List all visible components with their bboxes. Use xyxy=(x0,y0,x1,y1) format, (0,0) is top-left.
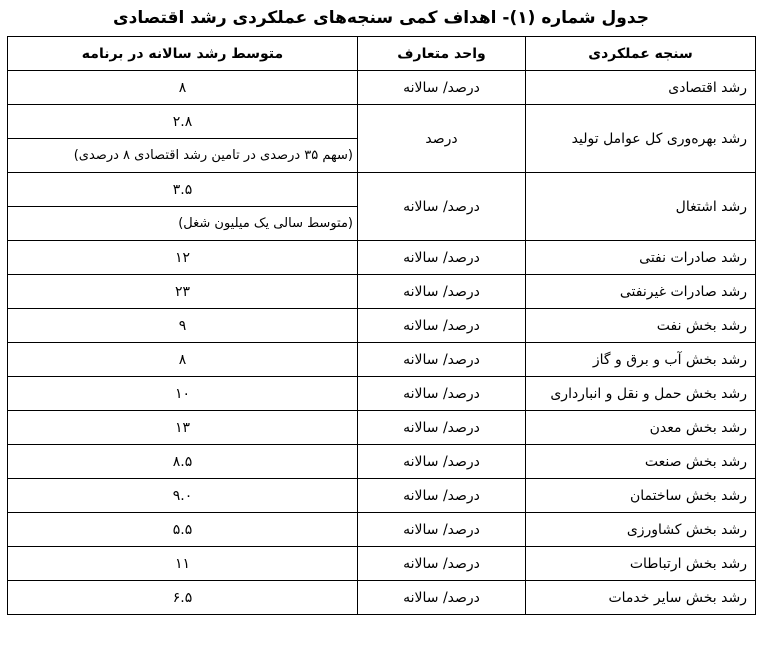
table-row xyxy=(8,241,756,275)
table-title: جدول شماره (۱)- اهداف کمی سنجه‌های عملکردی رشد اقتصادی xyxy=(113,8,649,28)
header-value: متوسط رشد سالانه در برنامه xyxy=(8,37,358,71)
metric-cell: رشد بخش معدن xyxy=(526,411,756,445)
header-row xyxy=(8,37,756,71)
unit-cell: درصد/ سالانه xyxy=(358,479,526,513)
table-row xyxy=(8,275,756,309)
metric-cell: رشد بخش حمل و نقل و انبارداری xyxy=(526,377,756,411)
metric-cell: رشد بخش ارتباطات xyxy=(526,547,756,581)
unit-cell: درصد xyxy=(358,105,526,173)
metric-cell: رشد بخش کشاورزی xyxy=(526,513,756,547)
metric-cell: رشد بخش نفت xyxy=(526,309,756,343)
unit-cell: درصد/ سالانه xyxy=(358,343,526,377)
value-cell: ۵.۵ xyxy=(8,513,358,547)
table-row xyxy=(8,547,756,581)
metric-cell: رشد اشتغال xyxy=(526,173,756,241)
metric-cell: رشد بخش ساختمان xyxy=(526,479,756,513)
unit-cell: درصد/ سالانه xyxy=(358,275,526,309)
value-cell: ۶.۵ xyxy=(8,581,358,615)
table-row xyxy=(8,71,756,105)
metric-cell: رشد بخش صنعت xyxy=(526,445,756,479)
table-row xyxy=(8,309,756,343)
header-metric: سنجه عملکردی xyxy=(526,37,756,71)
unit-cell: درصد/ سالانه xyxy=(358,513,526,547)
value-cell: ۱۳ xyxy=(8,411,358,445)
value-cell: ۹ xyxy=(8,309,358,343)
table-row xyxy=(8,343,756,377)
table-row xyxy=(8,513,756,547)
metric-cell: رشد اقتصادی xyxy=(526,71,756,105)
value-cell: ۲.۸ xyxy=(8,105,358,139)
unit-cell: درصد/ سالانه xyxy=(358,547,526,581)
table-row xyxy=(8,581,756,615)
unit-cell: درصد/ سالانه xyxy=(358,241,526,275)
value-cell: ۳.۵ xyxy=(8,173,358,207)
table-row xyxy=(8,411,756,445)
metric-cell: رشد بخش آب و برق و گاز xyxy=(526,343,756,377)
header-unit: واحد متعارف xyxy=(358,37,526,71)
table-row xyxy=(8,105,756,139)
value-cell: ۱۰ xyxy=(8,377,358,411)
growth-targets-table xyxy=(7,36,756,615)
metric-cell: رشد صادرات نفتی xyxy=(526,241,756,275)
value-cell: ۹.۰ xyxy=(8,479,358,513)
note-cell: (متوسط سالی یک میلیون شغل) xyxy=(8,207,358,241)
metric-cell: رشد بهره‌وری کل عوامل تولید xyxy=(526,105,756,173)
unit-cell: درصد/ سالانه xyxy=(358,71,526,105)
value-cell: ۱۲ xyxy=(8,241,358,275)
note-cell: (سهم ۳۵ درصدی در تامین رشد اقتصادی ۸ درصدی) xyxy=(8,139,358,173)
table-row xyxy=(8,173,756,207)
metric-cell: رشد صادرات غیرنفتی xyxy=(526,275,756,309)
unit-cell: درصد/ سالانه xyxy=(358,377,526,411)
unit-cell: درصد/ سالانه xyxy=(358,581,526,615)
unit-cell: درصد/ سالانه xyxy=(358,411,526,445)
value-cell: ۸ xyxy=(8,71,358,105)
unit-cell: درصد/ سالانه xyxy=(358,309,526,343)
table-row xyxy=(8,377,756,411)
unit-cell: درصد/ سالانه xyxy=(358,173,526,241)
unit-cell: درصد/ سالانه xyxy=(358,445,526,479)
value-cell: ۸ xyxy=(8,343,358,377)
table-row xyxy=(8,479,756,513)
table-row xyxy=(8,445,756,479)
value-cell: ۲۳ xyxy=(8,275,358,309)
metric-cell: رشد بخش سایر خدمات xyxy=(526,581,756,615)
value-cell: ۸.۵ xyxy=(8,445,358,479)
value-cell: ۱۱ xyxy=(8,547,358,581)
